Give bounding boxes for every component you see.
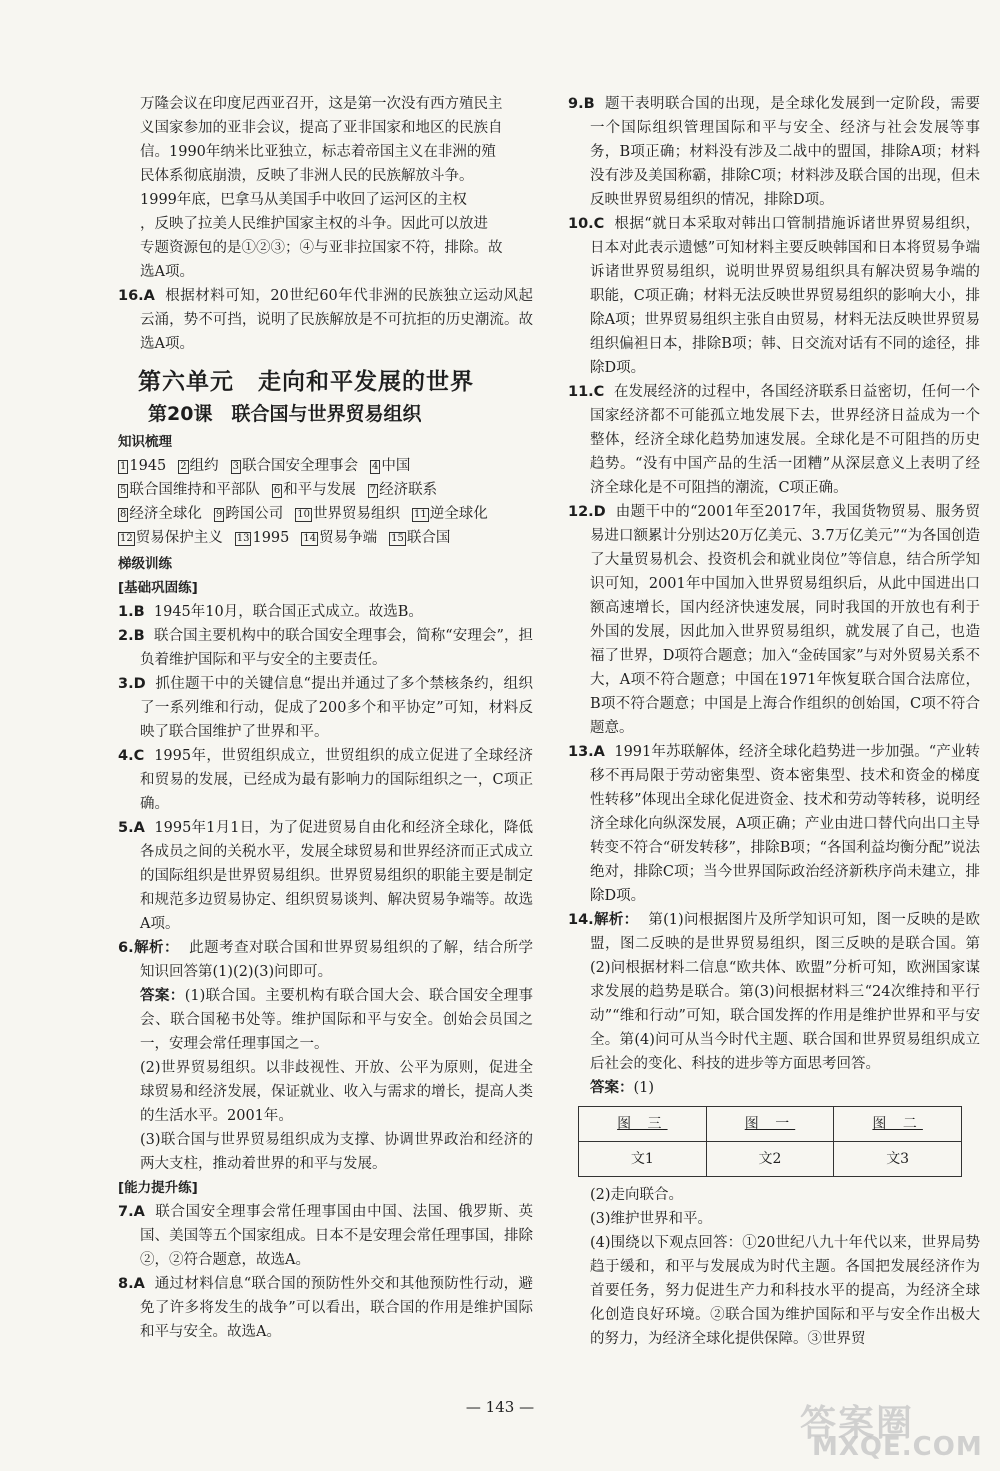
page-number: — 143 — <box>465 1398 535 1416</box>
item-index-box: 8 <box>120 509 127 520</box>
intro-line: 信。1990年纳米比亚独立，标志着帝国主义在非洲的殖 <box>140 144 496 160</box>
knowledge-item <box>118 526 223 550</box>
item-text: 根据“就日本采取对韩出口管制措施诉诸世界贸易组织，日本对此表示遗憾”可知材料主要反映韩国和日本将贸易争端诉诸世界贸易组织，说明世界贸易组织具有解决贸易争端的职能，C项正确；材料无法反映世界贸易组织的影响大小，排除A项；世界贸易组织主张自由贸易，材料无法反映世界贸易组织偏袒日本，排除B项；韩、日交流对话有不同的途径，排除D项。 <box>590 216 980 376</box>
knowledge-text: 和平与发展 <box>283 482 356 498</box>
knowledge-text: 贸易保护主义 <box>135 530 223 546</box>
training-title: 梯级训练 <box>118 556 172 572</box>
item-text: 1995年1月1日，为了促进贸易自由化和经济全球化，降低各成员之间的关税水平，发展全球贸易和世界经济而正式成立的国际组织是世界贸易组织。世界贸易组织的职能主要是制定和规范多边贸易协定、组织贸易谈判、解决贸易争端等。故选A项。 <box>140 820 533 932</box>
table-row <box>579 1142 962 1177</box>
q6-answer <box>118 984 533 1176</box>
knowledge-text: 联合国 <box>406 530 451 546</box>
knowledge-item <box>118 478 260 502</box>
answer-para: (3)联合国与世界贸易组织成为支撑、协调世界政治和经济的两大支柱，推动着世界的和平与发展。 <box>140 1132 533 1172</box>
answer-item <box>118 600 533 624</box>
item-text: 联合国主要机构中的联合国安全理事会，简称“安理会”，担负着维护国际和平与安全的主要责任。 <box>140 628 534 668</box>
item-text: 1945年10月，联合国正式成立。故选B。 <box>153 604 423 620</box>
knowledge-text: 逆全球化 <box>429 506 488 522</box>
item-number: 16.A <box>118 288 155 304</box>
knowledge-item <box>235 526 290 550</box>
answer-item <box>118 1272 533 1344</box>
item-index-box: 14 <box>303 533 317 544</box>
item-index-box: 1 <box>120 461 127 472</box>
knowledge-item <box>231 454 358 478</box>
knowledge-item <box>118 454 166 478</box>
answer-para: (3)维护世界和平。 <box>590 1211 713 1227</box>
answer-item <box>568 740 980 908</box>
answer-item <box>118 624 533 672</box>
intro-line: ，反映了拉美人民维护国家主权的斗争。因此可以放进 <box>140 216 488 232</box>
item-text: 1995年，世贸组织成立，世贸组织的成立促进了全球经济和贸易的发展，已经成为最有影响力的国际组织之一，C项正确。 <box>140 748 533 812</box>
answer-table <box>578 1106 962 1177</box>
item-number: 11.C <box>568 384 605 400</box>
knowledge-item <box>389 526 450 550</box>
item-text: 抓住题干中的关键信息“提出并通过了多个禁核条约，组织了一系列维和行动，促成了200多个和平协定”可知，材料反映了联合国维护了世界和平。 <box>140 676 533 740</box>
knowledge-item <box>272 478 356 502</box>
item-number: 4.C <box>118 748 145 764</box>
answer-item <box>568 92 980 212</box>
item-index-box: 7 <box>369 485 377 496</box>
knowledge-text: 联合国维持和平部队 <box>129 482 260 498</box>
answer-item <box>118 744 533 816</box>
item-number: 5.A <box>118 820 145 836</box>
knowledge-text: 中国 <box>381 458 411 474</box>
knowledge-item <box>178 454 218 478</box>
item-number: 3.D <box>118 676 146 692</box>
item-number: 10.C <box>568 216 605 232</box>
answer-para <box>140 984 533 1056</box>
unit-title: 第六单元 走向和平发展的世界 <box>138 369 474 395</box>
knowledge-item <box>295 502 400 526</box>
item-text: 此题考查对联合国和世界贸易组织的了解，结合所学知识回答第(1)(2)(3)问即可。 <box>140 940 534 980</box>
ability-section-title: [能力提升练] <box>118 1180 198 1196</box>
knowledge-text: 经济联系 <box>379 482 438 498</box>
intro-paragraph <box>118 92 533 284</box>
figure-label: 图 二 <box>872 1116 923 1132</box>
answer-para: (4)围绕以下观点回答：①20世纪八九十年代以来，世界局势趋于缓和，和平与发展成为时代主题。各国把发展经济作为首要任务，努力促进生产力和科技水平的提高，为经济全球化创造良好环境。②联合国为维护国际和平与安全作出极大的努力，为经济全球化提供保障。③世界贸 <box>590 1235 980 1347</box>
item-text: 通过材料信息“联合国的预防性外交和其他预防性行动，避免了许多将发生的战争”可以看出，联合国的作用是维护国际和平与安全。故选A。 <box>140 1276 533 1340</box>
watermark-logo: 答案圈 <box>800 1403 915 1444</box>
q14-answer <box>568 1076 980 1100</box>
intro-line: 民体系彻底崩溃，反映了非洲人民的民族解放斗争。 <box>140 168 474 184</box>
basic-section-title: [基础巩固练] <box>118 580 198 596</box>
answer-label: 答案： <box>590 1080 634 1096</box>
table-cell: 文3 <box>834 1142 962 1177</box>
figure-label: 图 一 <box>744 1116 796 1132</box>
knowledge-text: 联合国安全理事会 <box>242 458 359 474</box>
item-number: 13.A <box>568 744 605 760</box>
knowledge-title: 知识梳理 <box>118 434 172 450</box>
knowledge-text: 1995 <box>252 530 290 546</box>
right-column <box>568 92 980 1351</box>
item-text: 联合国安全理事会常任理事国由中国、法国、俄罗斯、英国、美国等五个国家组成。日本不是安理会常任理事国，排除②，②符合题意，故选A。 <box>140 1204 533 1268</box>
knowledge-text: 经济全球化 <box>129 506 202 522</box>
knowledge-item <box>118 502 202 526</box>
answer-item <box>118 936 533 984</box>
answer-item <box>568 500 980 740</box>
intro-line: 义国家参加的亚非会议，提高了亚非国家和地区的民族自 <box>140 120 503 136</box>
item-number: 7.A <box>118 1204 145 1220</box>
item-index-box: 6 <box>273 485 281 496</box>
table-cell: 文1 <box>579 1142 707 1177</box>
intro-line: 选A项。 <box>140 264 194 280</box>
item-index-box: 12 <box>120 533 133 544</box>
item-number: 12.D <box>568 504 606 520</box>
item-number: 1.B <box>118 604 145 620</box>
answer-item <box>568 212 980 380</box>
item-text: 1991年苏联解体，经济全球化趋势进一步加强。“产业转移不再局限于劳动密集型、资本密集型、技术和资金的梯度性转移”体现出全球化促进资金、技术和劳动等转移，说明经济全球化向纵深发展，A项正确；产业由进口替代向出口主导转变不符合“研发转移”，排除B项；“各国利益均衡分配”说法绝对，排除C项；当今世界国际政治经济新秩序尚未建立，排除D项。 <box>590 744 981 904</box>
item-number: 9.B <box>568 96 595 112</box>
knowledge-item <box>301 526 377 550</box>
knowledge-item <box>370 454 410 478</box>
intro-line: 万隆会议在印度尼西亚召开，这是第一次没有西方殖民主 <box>140 96 503 112</box>
item-number: 6.解析： <box>118 940 179 956</box>
item-number: 8.A <box>118 1276 145 1292</box>
item-index-box: 10 <box>297 509 310 520</box>
table-cell <box>706 1107 834 1142</box>
item-text: 由题干中的“2001年至2017年，我国货物贸易、服务贸易进口额累计分别达20万亿美元、3.7万亿美元”“为各国创造了大量贸易机会、投资机会和就业岗位”等信息，结合所学知识可知，2001年中国加入世界贸易组织后，从此中国进出口额高速增长，国内经济快速发展，同时我国的开放也有利于外国的发展，因此加入世界贸易组织，就发展了自己，也造福了世界，D项符合题意；加入“金砖国家”与对外贸易关系不大，A项不符合题意；中国在1971年恢复联合国合法席位，B项不符合题意；中国是上海合作组织的创始国，C项不符合题意。 <box>590 504 981 736</box>
answer-item <box>118 816 533 936</box>
table-cell <box>834 1107 962 1142</box>
answer-item <box>118 672 533 744</box>
answer-item <box>118 1200 533 1272</box>
q14-answer-rest <box>568 1183 980 1351</box>
item-text: 题干表明联合国的出现，是全球化发展到一定阶段，需要一个国际组织管理国际和平与安全、经济与社会发展等事务，B项正确；材料没有涉及二战中的盟国，排除A项；材料没有涉及美国称霸，排除C项；材料涉及联合国的出现，但未反映世界贸易组织的情况，排除D项。 <box>590 96 981 208</box>
basic-items <box>118 600 533 984</box>
figure-label: 图 三 <box>617 1116 668 1132</box>
item-text: 第(1)问根据图片及所学知识可知，图一反映的是欧盟，图二反映的是世界贸易组织，图三反映的是联合国。第(2)问根据材料二信息“欧共体、欧盟”分析可知，欧洲国家谋求发展的趋势是联合。第(3)问根据材料三“24次维持和平行动”“维和行动”可知，联合国发挥的作用是维护世界和平与安全。第(4)问可从当今时代主题、联合国和世界贸易组织成立后社会的变化、科技的进步等方面思考回答。 <box>590 912 980 1072</box>
intro-line: 1999年底，巴拿马从美国手中收回了运河区的主权 <box>140 192 467 208</box>
knowledge-item <box>214 502 283 526</box>
item-number: 14.解析： <box>568 912 639 928</box>
knowledge-text: 世界贸易组织 <box>312 506 400 522</box>
knowledge-item <box>368 478 437 502</box>
item-index-box: 5 <box>120 485 127 496</box>
knowledge-text: 1945 <box>129 458 167 474</box>
knowledge-items <box>118 454 533 550</box>
answer-para <box>590 1076 980 1100</box>
ability-items <box>118 1200 533 1344</box>
item-index-box: 13 <box>236 533 250 544</box>
item-index-box: 11 <box>413 509 427 520</box>
table-row <box>579 1107 962 1142</box>
item-text: 在发展经济的过程中，各国经济联系日益密切，任何一个国家经济都不可能孤立地发展下去，世界经济日益成为一个整体，经济全球化趋势加速发展。全球化是不可阻挡的历史趋势。“没有中国产品的生活一团糟”从深层意义上表明了经济全球化是不可阻挡的潮流，C项正确。 <box>590 384 981 496</box>
item-index-box: 15 <box>391 533 404 544</box>
item-text: 根据材料可知，20世纪60年代非洲的民族独立运动风起云涌，势不可挡，说明了民族解放是不可抗拒的历史潮流。故选A项。 <box>140 288 534 352</box>
answer-item <box>568 380 980 500</box>
answer-label: 答案： <box>140 988 185 1004</box>
item-number: 2.B <box>118 628 145 644</box>
item-index-box: 4 <box>372 461 379 472</box>
item-index-box: 3 <box>232 461 240 472</box>
left-column <box>118 92 533 1344</box>
item-index-box: 9 <box>215 509 223 520</box>
item-index-box: 2 <box>180 461 187 472</box>
knowledge-text: 贸易争端 <box>319 530 378 546</box>
answer-item-16 <box>118 284 533 356</box>
knowledge-item <box>412 502 488 526</box>
answer-text: (1) <box>633 1080 655 1096</box>
answer-para: (2)走向联合。 <box>590 1187 684 1203</box>
watermark-url: MXQE.COM <box>812 1432 983 1462</box>
knowledge-text: 跨国公司 <box>225 506 284 522</box>
answer-para: (2)世界贸易组织。以非歧视性、开放、公平为原则，促进全球贸易和经济发展，保证就业、收入与需求的增长，提高人类的生活水平。2001年。 <box>140 1060 533 1124</box>
answer-text: (1)联合国。主要机构有联合国大会、联合国安全理事会、联合国秘书处等。维护国际和平与安全。创始会员国之一，安理会常任理事国之一。 <box>140 988 533 1052</box>
right-items <box>568 92 980 1076</box>
lesson-title: 第20课 联合国与世界贸易组织 <box>148 403 422 425</box>
intro-line: 专题资源包的是①②③；④与亚非拉国家不符，排除。故 <box>140 240 503 256</box>
table-cell: 文2 <box>706 1142 834 1177</box>
table-cell <box>579 1107 707 1142</box>
answer-item <box>568 908 980 1076</box>
knowledge-text: 组约 <box>189 458 219 474</box>
